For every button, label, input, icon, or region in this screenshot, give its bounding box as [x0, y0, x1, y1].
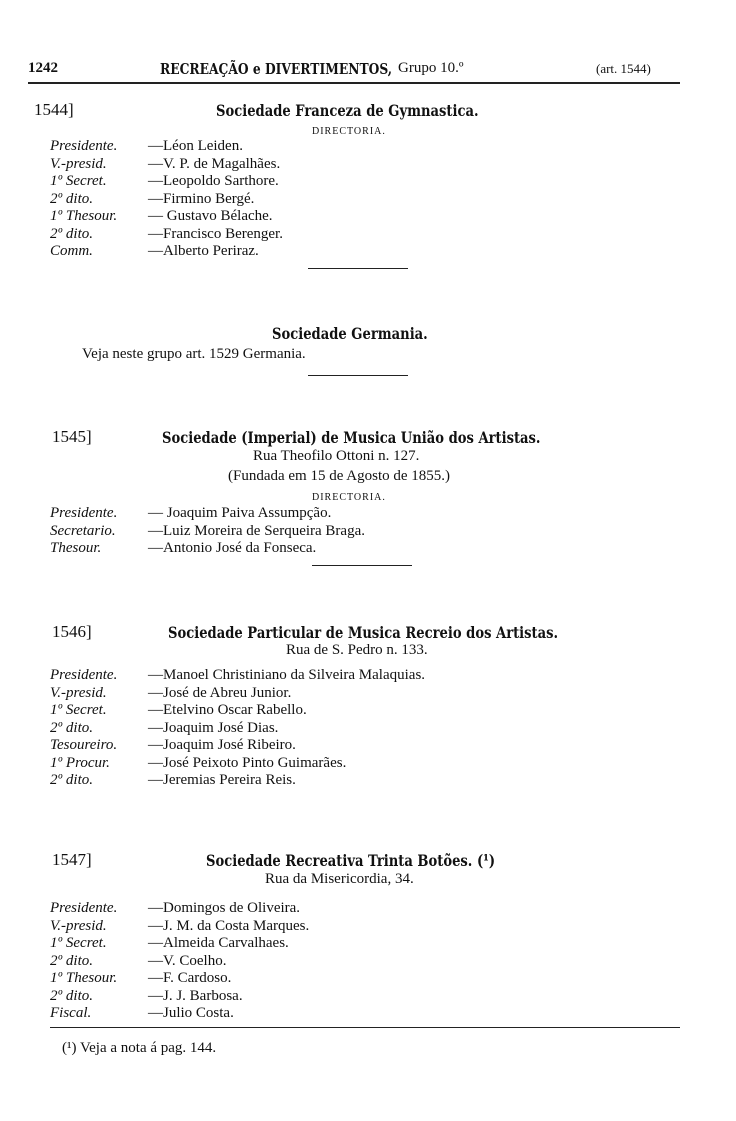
member-row: [50, 935, 309, 953]
entry-title: Sociedade Particular de Musica Recreio dos Artistas.: [168, 623, 559, 642]
entry-number: 1547]: [52, 850, 92, 869]
member-name: — Gustavo Bélache.: [148, 208, 273, 224]
member-row: [50, 988, 309, 1006]
member-list: [50, 900, 309, 1023]
divider: [308, 268, 408, 269]
member-name: —J. M. da Costa Marques.: [148, 917, 310, 934]
member-role: 1º Secret.: [50, 935, 107, 951]
member-row: [50, 1005, 309, 1023]
member-name: — Joaquim Paiva Assumpção.: [148, 505, 332, 521]
entry-title: Sociedade Franceza de Gymnastica.: [216, 101, 479, 120]
member-row: [50, 755, 425, 773]
entry-number: 1544]: [34, 100, 74, 119]
member-list: [50, 505, 365, 558]
member-role: Presidente.: [50, 505, 118, 521]
member-role: V.-presid.: [50, 917, 107, 934]
member-row: [50, 523, 365, 541]
divider: [312, 565, 412, 566]
divider: [308, 375, 408, 376]
member-row: [50, 900, 309, 918]
member-row: [50, 138, 283, 156]
member-role: V.-presid.: [50, 155, 107, 172]
member-name: —Manoel Christiniano da Silveira Malaquias.: [148, 667, 426, 683]
entry-number: 1545]: [52, 427, 92, 446]
member-role: 2º dito.: [50, 952, 93, 969]
member-row: [50, 918, 309, 936]
running-title: RECREAÇÃO e DIVERTIMENTOS,: [160, 60, 393, 78]
member-role: 1º Procur.: [50, 754, 110, 771]
member-role: Secretario.: [50, 522, 116, 539]
member-row: [50, 685, 425, 703]
member-role: 2º dito.: [50, 225, 93, 242]
member-role: V.-presid.: [50, 684, 107, 701]
member-row: [50, 737, 425, 755]
footnote: (¹) Veja a nota á pag. 144.: [62, 1040, 217, 1056]
member-role: 2º dito.: [50, 719, 93, 736]
member-role: 1º Secret.: [50, 173, 107, 189]
member-row: [50, 505, 365, 523]
group-label: Grupo 10.º: [398, 60, 464, 76]
member-name: —Luiz Moreira de Serqueira Braga.: [148, 522, 365, 539]
member-name: —Francisco Berenger.: [148, 225, 283, 242]
member-row: [50, 772, 425, 790]
directoria-label: DIRECTORIA.: [312, 492, 386, 503]
member-name: —Jeremias Pereira Reis.: [148, 772, 296, 788]
page-number: 1242: [28, 60, 58, 76]
member-name: —J. J. Barbosa.: [148, 987, 243, 1004]
member-row: [50, 156, 283, 174]
member-row: [50, 243, 283, 261]
entry-number: 1546]: [52, 622, 92, 641]
member-name: —Domingos de Oliveira.: [148, 900, 301, 916]
address: Rua da Misericordia, 34.: [265, 871, 414, 887]
member-name: —Antonio José da Fonseca.: [148, 540, 317, 556]
entry-title: Sociedade Germania.: [272, 324, 428, 343]
member-name: —Alberto Periraz.: [148, 243, 259, 259]
member-row: [50, 953, 309, 971]
member-name: —José de Abreu Junior.: [148, 684, 292, 701]
member-role: 2º dito.: [50, 987, 93, 1004]
member-role: Fiscal.: [50, 1005, 92, 1021]
address: Rua Theofilo Ottoni n. 127.: [253, 448, 420, 464]
member-name: —Leopoldo Sarthore.: [148, 173, 279, 189]
member-row: [50, 702, 425, 720]
member-name: —Firmino Bergé.: [148, 190, 255, 207]
footnote-rule: [50, 1027, 680, 1028]
member-list: [50, 667, 425, 790]
member-name: —Julio Costa.: [148, 1005, 234, 1021]
member-row: [50, 226, 283, 244]
member-name: —Joaquim José Ribeiro.: [148, 737, 296, 753]
member-role: 1º Thesour.: [50, 208, 118, 224]
member-name: —Léon Leiden.: [148, 138, 243, 154]
member-name: —Almeida Carvalhaes.: [148, 935, 289, 951]
member-row: [50, 208, 283, 226]
member-row: [50, 540, 365, 558]
member-name: —V. P. de Magalhães.: [148, 155, 281, 172]
member-row: [50, 191, 283, 209]
member-role: Presidente.: [50, 900, 118, 916]
member-row: [50, 173, 283, 191]
member-name: —Joaquim José Dias.: [148, 719, 279, 736]
member-role: Thesour.: [50, 540, 102, 556]
member-name: —F. Cardoso.: [148, 970, 232, 986]
member-name: —Etelvino Oscar Rabello.: [148, 702, 307, 718]
member-role: 2º dito.: [50, 772, 93, 788]
member-list: [50, 138, 283, 261]
directoria-label: DIRECTORIA.: [312, 126, 386, 137]
header-rule: [28, 82, 680, 84]
member-role: Presidente.: [50, 138, 118, 154]
art-ref: (art. 1544): [596, 61, 651, 76]
cross-reference: Veja neste grupo art. 1529 Germania.: [82, 346, 306, 362]
member-role: 1º Thesour.: [50, 970, 118, 986]
member-row: [50, 720, 425, 738]
member-role: 2º dito.: [50, 190, 93, 207]
member-role: 1º Secret.: [50, 702, 107, 718]
member-role: Tesoureiro.: [50, 737, 118, 753]
member-role: Presidente.: [50, 667, 118, 683]
address: Rua de S. Pedro n. 133.: [286, 642, 428, 658]
member-name: —V. Coelho.: [148, 952, 227, 969]
member-name: —José Peixoto Pinto Guimarães.: [148, 754, 347, 771]
member-role: Comm.: [50, 243, 93, 259]
member-row: [50, 970, 309, 988]
entry-title: Sociedade (Imperial) de Musica União dos Artistas.: [162, 428, 541, 447]
member-row: [50, 667, 425, 685]
founded-note: (Fundada em 15 de Agosto de 1855.): [228, 468, 451, 484]
entry-title: Sociedade Recreativa Trinta Botões. (¹): [206, 851, 496, 870]
